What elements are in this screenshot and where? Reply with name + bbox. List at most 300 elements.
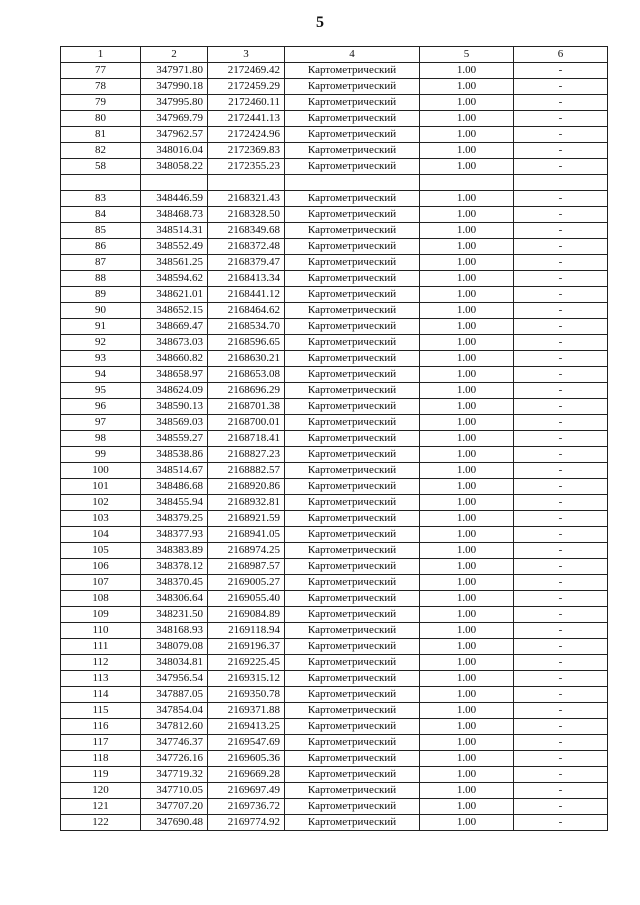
method-cell: Картометрический (285, 751, 420, 767)
x-coordinate-cell: 347854.04 (141, 703, 208, 719)
x-coordinate-cell: 348621.01 (141, 287, 208, 303)
table-row (61, 63, 608, 79)
accuracy-cell: 1.00 (420, 367, 514, 383)
method-cell: Картометрический (285, 191, 420, 207)
x-coordinate-cell: 348486.68 (141, 479, 208, 495)
accuracy-cell: 1.00 (420, 111, 514, 127)
x-coordinate-cell: 348590.13 (141, 399, 208, 415)
method-cell: Картометрический (285, 767, 420, 783)
accuracy-cell: 1.00 (420, 783, 514, 799)
note-cell (514, 175, 608, 191)
accuracy-cell: 1.00 (420, 479, 514, 495)
note-cell: - (514, 703, 608, 719)
x-coordinate-cell: 347707.20 (141, 799, 208, 815)
point-number-cell: 95 (61, 383, 141, 399)
y-coordinate-cell: 2168987.57 (208, 559, 285, 575)
x-coordinate-cell: 348370.45 (141, 575, 208, 591)
accuracy-cell: 1.00 (420, 623, 514, 639)
y-coordinate-cell: 2172355.23 (208, 159, 285, 175)
note-cell: - (514, 255, 608, 271)
x-coordinate-cell: 347887.05 (141, 687, 208, 703)
x-coordinate-cell: 348514.31 (141, 223, 208, 239)
accuracy-cell: 1.00 (420, 255, 514, 271)
method-cell: Картометрический (285, 607, 420, 623)
note-cell: - (514, 431, 608, 447)
method-cell: Картометрический (285, 399, 420, 415)
table-row (61, 511, 608, 527)
method-cell: Картометрический (285, 319, 420, 335)
x-coordinate-cell: 347956.54 (141, 671, 208, 687)
point-number-cell: 108 (61, 591, 141, 607)
method-cell: Картометрический (285, 783, 420, 799)
table-row (61, 383, 608, 399)
accuracy-cell: 1.00 (420, 767, 514, 783)
y-coordinate-cell: 2168596.65 (208, 335, 285, 351)
table-row (61, 287, 608, 303)
x-coordinate-cell: 348594.62 (141, 271, 208, 287)
accuracy-cell: 1.00 (420, 719, 514, 735)
method-cell: Картометрический (285, 95, 420, 111)
x-coordinate-cell: 348669.47 (141, 319, 208, 335)
point-number-cell: 111 (61, 639, 141, 655)
x-coordinate-cell: 348016.04 (141, 143, 208, 159)
y-coordinate-cell: 2168321.43 (208, 191, 285, 207)
table-row (61, 607, 608, 623)
point-number-cell: 115 (61, 703, 141, 719)
point-number-cell: 84 (61, 207, 141, 223)
accuracy-cell: 1.00 (420, 671, 514, 687)
y-coordinate-cell: 2168534.70 (208, 319, 285, 335)
point-number-cell: 100 (61, 463, 141, 479)
method-cell: Картометрический (285, 559, 420, 575)
accuracy-cell: 1.00 (420, 495, 514, 511)
method-cell: Картометрический (285, 719, 420, 735)
table-row (61, 591, 608, 607)
method-cell: Картометрический (285, 463, 420, 479)
note-cell: - (514, 767, 608, 783)
x-coordinate-cell: 347710.05 (141, 783, 208, 799)
x-coordinate-cell: 348538.86 (141, 447, 208, 463)
x-coordinate-cell: 347746.37 (141, 735, 208, 751)
method-cell: Картометрический (285, 623, 420, 639)
table-row (61, 415, 608, 431)
table-row (61, 399, 608, 415)
note-cell: - (514, 815, 608, 831)
y-coordinate-cell: 2172441.13 (208, 111, 285, 127)
note-cell: - (514, 207, 608, 223)
y-coordinate-cell: 2168920.86 (208, 479, 285, 495)
y-coordinate-cell: 2169547.69 (208, 735, 285, 751)
accuracy-cell: 1.00 (420, 319, 514, 335)
accuracy-cell: 1.00 (420, 703, 514, 719)
table-row (61, 207, 608, 223)
method-cell: Картометрический (285, 735, 420, 751)
accuracy-cell: 1.00 (420, 159, 514, 175)
table-row (61, 79, 608, 95)
accuracy-cell: 1.00 (420, 559, 514, 575)
y-coordinate-cell: 2169736.72 (208, 799, 285, 815)
point-number-cell: 118 (61, 751, 141, 767)
table-row (61, 719, 608, 735)
accuracy-cell: 1.00 (420, 143, 514, 159)
x-coordinate-cell: 347726.16 (141, 751, 208, 767)
x-coordinate-cell: 348378.12 (141, 559, 208, 575)
table-row (61, 447, 608, 463)
table-row (61, 575, 608, 591)
y-coordinate-cell: 2168630.21 (208, 351, 285, 367)
note-cell: - (514, 447, 608, 463)
accuracy-cell: 1.00 (420, 511, 514, 527)
y-coordinate-cell: 2169225.45 (208, 655, 285, 671)
note-cell: - (514, 687, 608, 703)
y-coordinate-cell: 2172369.83 (208, 143, 285, 159)
note-cell: - (514, 591, 608, 607)
x-coordinate-cell: 348514.67 (141, 463, 208, 479)
method-cell: Картометрический (285, 287, 420, 303)
y-coordinate-cell: 2168464.62 (208, 303, 285, 319)
table-row (61, 431, 608, 447)
note-cell: - (514, 495, 608, 511)
table-row (61, 175, 608, 191)
table-header-row (61, 47, 608, 63)
x-coordinate-cell: 347812.60 (141, 719, 208, 735)
method-cell: Картометрический (285, 431, 420, 447)
accuracy-cell: 1.00 (420, 543, 514, 559)
x-coordinate-cell: 348455.94 (141, 495, 208, 511)
y-coordinate-cell: 2168701.38 (208, 399, 285, 415)
note-cell: - (514, 319, 608, 335)
point-number-cell: 110 (61, 623, 141, 639)
accuracy-cell: 1.00 (420, 63, 514, 79)
table-row (61, 111, 608, 127)
point-number-cell: 103 (61, 511, 141, 527)
y-coordinate-cell: 2168372.48 (208, 239, 285, 255)
table-row (61, 751, 608, 767)
point-number-cell: 94 (61, 367, 141, 383)
note-cell: - (514, 719, 608, 735)
y-coordinate-cell: 2169350.78 (208, 687, 285, 703)
method-cell: Картометрический (285, 543, 420, 559)
point-number-cell: 80 (61, 111, 141, 127)
note-cell: - (514, 239, 608, 255)
method-cell: Картометрический (285, 271, 420, 287)
point-number-cell: 78 (61, 79, 141, 95)
method-cell: Картометрический (285, 655, 420, 671)
y-coordinate-cell: 2168696.29 (208, 383, 285, 399)
note-cell: - (514, 655, 608, 671)
table-row (61, 367, 608, 383)
point-number-cell: 90 (61, 303, 141, 319)
table-row (61, 223, 608, 239)
method-cell: Картометрический (285, 575, 420, 591)
point-number-cell: 113 (61, 671, 141, 687)
method-cell: Картометрический (285, 511, 420, 527)
method-cell: Картометрический (285, 111, 420, 127)
method-cell: Картометрический (285, 335, 420, 351)
y-coordinate-cell: 2168441.12 (208, 287, 285, 303)
note-cell: - (514, 671, 608, 687)
method-cell: Картометрический (285, 223, 420, 239)
method-cell: Картометрический (285, 159, 420, 175)
point-number-cell: 119 (61, 767, 141, 783)
note-cell: - (514, 799, 608, 815)
method-cell: Картометрический (285, 255, 420, 271)
x-coordinate-cell: 348058.22 (141, 159, 208, 175)
accuracy-cell: 1.00 (420, 351, 514, 367)
x-coordinate-cell: 348231.50 (141, 607, 208, 623)
method-cell: Картометрический (285, 63, 420, 79)
point-number-cell: 105 (61, 543, 141, 559)
y-coordinate-cell: 2168974.25 (208, 543, 285, 559)
x-coordinate-cell: 348468.73 (141, 207, 208, 223)
note-cell: - (514, 559, 608, 575)
table-row (61, 239, 608, 255)
table-row (61, 127, 608, 143)
y-coordinate-cell: 2169413.25 (208, 719, 285, 735)
header-cell-5: 5 (420, 47, 514, 63)
method-cell: Картометрический (285, 687, 420, 703)
method-cell: Картометрический (285, 799, 420, 815)
point-number-cell: 82 (61, 143, 141, 159)
y-coordinate-cell: 2169697.49 (208, 783, 285, 799)
accuracy-cell: 1.00 (420, 655, 514, 671)
y-coordinate-cell: 2169005.27 (208, 575, 285, 591)
note-cell: - (514, 415, 608, 431)
method-cell: Картометрический (285, 495, 420, 511)
accuracy-cell: 1.00 (420, 127, 514, 143)
point-number-cell: 97 (61, 415, 141, 431)
y-coordinate-cell: 2169669.28 (208, 767, 285, 783)
table-row (61, 479, 608, 495)
x-coordinate-cell: 348673.03 (141, 335, 208, 351)
accuracy-cell: 1.00 (420, 415, 514, 431)
accuracy-cell: 1.00 (420, 687, 514, 703)
method-cell: Картометрический (285, 79, 420, 95)
note-cell: - (514, 271, 608, 287)
y-coordinate-cell: 2172424.96 (208, 127, 285, 143)
accuracy-cell: 1.00 (420, 751, 514, 767)
y-coordinate-cell: 2169084.89 (208, 607, 285, 623)
method-cell: Картометрический (285, 479, 420, 495)
point-number-cell: 101 (61, 479, 141, 495)
table-row (61, 735, 608, 751)
point-number-cell: 86 (61, 239, 141, 255)
point-number-cell: 109 (61, 607, 141, 623)
x-coordinate-cell: 347971.80 (141, 63, 208, 79)
x-coordinate-cell: 347690.48 (141, 815, 208, 831)
table-row (61, 271, 608, 287)
y-coordinate-cell: 2168349.68 (208, 223, 285, 239)
method-cell: Картометрический (285, 415, 420, 431)
y-coordinate-cell: 2169605.36 (208, 751, 285, 767)
note-cell: - (514, 383, 608, 399)
point-number-cell: 104 (61, 527, 141, 543)
point-number-cell: 96 (61, 399, 141, 415)
accuracy-cell: 1.00 (420, 447, 514, 463)
table-row (61, 687, 608, 703)
method-cell: Картометрический (285, 239, 420, 255)
point-number-cell: 106 (61, 559, 141, 575)
table-row (61, 159, 608, 175)
note-cell: - (514, 79, 608, 95)
x-coordinate-cell: 347719.32 (141, 767, 208, 783)
note-cell: - (514, 159, 608, 175)
point-number-cell: 85 (61, 223, 141, 239)
note-cell: - (514, 143, 608, 159)
table-row (61, 255, 608, 271)
y-coordinate-cell: 2169371.88 (208, 703, 285, 719)
accuracy-cell: 1.00 (420, 303, 514, 319)
method-cell: Картометрический (285, 639, 420, 655)
x-coordinate-cell: 348658.97 (141, 367, 208, 383)
method-cell (285, 175, 420, 191)
point-number-cell: 107 (61, 575, 141, 591)
accuracy-cell: 1.00 (420, 527, 514, 543)
table-row (61, 527, 608, 543)
note-cell: - (514, 543, 608, 559)
method-cell: Картометрический (285, 447, 420, 463)
accuracy-cell: 1.00 (420, 79, 514, 95)
header-cell-6: 6 (514, 47, 608, 63)
accuracy-cell: 1.00 (420, 735, 514, 751)
point-number-cell: 58 (61, 159, 141, 175)
table-row (61, 351, 608, 367)
y-coordinate-cell: 2168700.01 (208, 415, 285, 431)
table-row (61, 143, 608, 159)
method-cell: Картометрический (285, 303, 420, 319)
x-coordinate-cell: 348660.82 (141, 351, 208, 367)
accuracy-cell: 1.00 (420, 383, 514, 399)
note-cell: - (514, 639, 608, 655)
accuracy-cell: 1.00 (420, 191, 514, 207)
point-number-cell: 79 (61, 95, 141, 111)
accuracy-cell: 1.00 (420, 399, 514, 415)
point-number-cell: 114 (61, 687, 141, 703)
point-number-cell: 77 (61, 63, 141, 79)
table-row (61, 655, 608, 671)
y-coordinate-cell: 2168932.81 (208, 495, 285, 511)
note-cell: - (514, 111, 608, 127)
note-cell: - (514, 335, 608, 351)
note-cell: - (514, 223, 608, 239)
table-row (61, 463, 608, 479)
point-number-cell: 122 (61, 815, 141, 831)
table-row (61, 95, 608, 111)
method-cell: Картометрический (285, 527, 420, 543)
note-cell: - (514, 783, 608, 799)
table-row (61, 191, 608, 207)
page-number: 5 (316, 14, 324, 31)
note-cell: - (514, 367, 608, 383)
accuracy-cell: 1.00 (420, 207, 514, 223)
table-row (61, 543, 608, 559)
accuracy-cell: 1.00 (420, 271, 514, 287)
coordinates-table (60, 46, 608, 831)
method-cell: Картометрический (285, 143, 420, 159)
point-number-cell: 120 (61, 783, 141, 799)
method-cell: Картометрический (285, 367, 420, 383)
note-cell: - (514, 463, 608, 479)
accuracy-cell: 1.00 (420, 815, 514, 831)
y-coordinate-cell: 2169774.92 (208, 815, 285, 831)
point-number-cell (61, 175, 141, 191)
method-cell: Картометрический (285, 815, 420, 831)
header-cell-2: 2 (141, 47, 208, 63)
point-number-cell: 92 (61, 335, 141, 351)
table-row (61, 783, 608, 799)
y-coordinate-cell: 2169055.40 (208, 591, 285, 607)
note-cell: - (514, 511, 608, 527)
x-coordinate-cell: 348652.15 (141, 303, 208, 319)
x-coordinate-cell: 348552.49 (141, 239, 208, 255)
table-row (61, 335, 608, 351)
point-number-cell: 87 (61, 255, 141, 271)
table-row (61, 559, 608, 575)
point-number-cell: 112 (61, 655, 141, 671)
table-row (61, 799, 608, 815)
y-coordinate-cell: 2168379.47 (208, 255, 285, 271)
x-coordinate-cell: 347995.80 (141, 95, 208, 111)
y-coordinate-cell (208, 175, 285, 191)
note-cell: - (514, 751, 608, 767)
y-coordinate-cell: 2168413.34 (208, 271, 285, 287)
note-cell: - (514, 623, 608, 639)
accuracy-cell: 1.00 (420, 223, 514, 239)
method-cell: Картометрический (285, 703, 420, 719)
x-coordinate-cell: 348377.93 (141, 527, 208, 543)
method-cell: Картометрический (285, 383, 420, 399)
method-cell: Картометрический (285, 351, 420, 367)
accuracy-cell: 1.00 (420, 239, 514, 255)
note-cell: - (514, 191, 608, 207)
note-cell: - (514, 95, 608, 111)
table-row (61, 815, 608, 831)
point-number-cell: 93 (61, 351, 141, 367)
table-body (61, 63, 608, 831)
note-cell: - (514, 399, 608, 415)
y-coordinate-cell: 2168882.57 (208, 463, 285, 479)
x-coordinate-cell: 348559.27 (141, 431, 208, 447)
y-coordinate-cell: 2168718.41 (208, 431, 285, 447)
accuracy-cell (420, 175, 514, 191)
accuracy-cell: 1.00 (420, 463, 514, 479)
point-number-cell: 99 (61, 447, 141, 463)
y-coordinate-cell: 2168328.50 (208, 207, 285, 223)
x-coordinate-cell: 348034.81 (141, 655, 208, 671)
y-coordinate-cell: 2168827.23 (208, 447, 285, 463)
point-number-cell: 98 (61, 431, 141, 447)
method-cell: Картометрический (285, 127, 420, 143)
point-number-cell: 91 (61, 319, 141, 335)
x-coordinate-cell (141, 175, 208, 191)
point-number-cell: 83 (61, 191, 141, 207)
accuracy-cell: 1.00 (420, 591, 514, 607)
point-number-cell: 116 (61, 719, 141, 735)
note-cell: - (514, 351, 608, 367)
x-coordinate-cell: 348306.64 (141, 591, 208, 607)
header-cell-3: 3 (208, 47, 285, 63)
y-coordinate-cell: 2168921.59 (208, 511, 285, 527)
y-coordinate-cell: 2169118.94 (208, 623, 285, 639)
header-cell-1: 1 (61, 47, 141, 63)
accuracy-cell: 1.00 (420, 335, 514, 351)
table-row (61, 303, 608, 319)
table-row (61, 671, 608, 687)
note-cell: - (514, 127, 608, 143)
note-cell: - (514, 735, 608, 751)
x-coordinate-cell: 348446.59 (141, 191, 208, 207)
point-number-cell: 117 (61, 735, 141, 751)
